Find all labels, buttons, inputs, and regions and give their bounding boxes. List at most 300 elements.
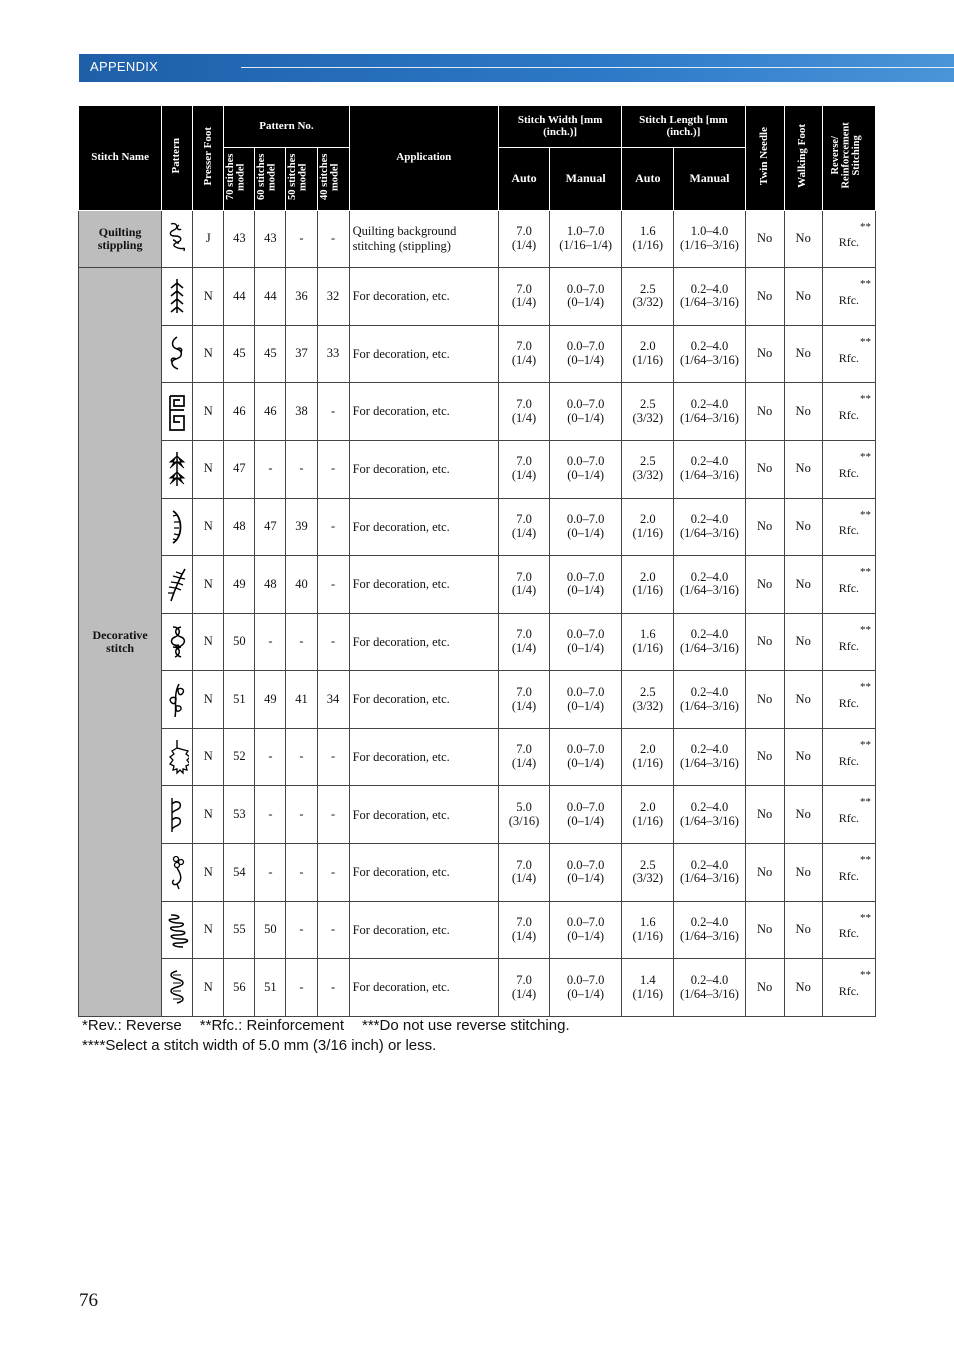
twin-needle-cell	[745, 498, 784, 556]
length-manual-inch: (1/16–3/16)	[679, 237, 739, 252]
pattern-no-50: -	[299, 922, 304, 937]
feather-stitch-icon	[165, 565, 189, 603]
walking-foot-cell	[784, 728, 822, 786]
presser-foot-cell	[193, 556, 224, 614]
pattern-no-70-cell	[224, 325, 255, 383]
section-label: APPENDIX	[90, 59, 159, 74]
header-walking-foot: Walking Foot	[784, 106, 822, 211]
length-manual-inch: (1/64–3/16)	[679, 525, 739, 540]
width-manual-inch: (0–1/4)	[567, 813, 605, 828]
length-manual-inch: (1/64–3/16)	[679, 353, 739, 368]
presser-foot-cell	[193, 728, 224, 786]
width-manual-inch: (0–1/4)	[567, 871, 605, 886]
stippling-stitch-icon	[165, 220, 189, 258]
length-manual-cell	[674, 440, 745, 498]
length-auto-mm: 2.0	[640, 339, 656, 354]
pattern-no-70: 49	[233, 576, 246, 591]
reverse-value: Rfc.	[838, 811, 860, 826]
length-manual-mm: 0.2–4.0	[690, 972, 729, 987]
width-auto-inch: (1/4)	[511, 410, 537, 425]
width-auto-cell	[498, 383, 549, 441]
reverse-mark: **	[860, 623, 871, 636]
application-cell	[349, 440, 498, 498]
twin-needle-cell	[745, 901, 784, 959]
application-text: For decoration, etc.	[352, 865, 450, 880]
pattern-no-40-cell	[317, 728, 349, 786]
walking-foot-value: No	[795, 979, 811, 994]
header-length-auto: Auto	[622, 148, 674, 211]
application-cell	[349, 901, 498, 959]
length-auto-mm: 1.6	[640, 224, 656, 239]
twin-needle-value: No	[756, 288, 773, 303]
length-manual-cell	[674, 268, 745, 326]
walking-foot-cell	[784, 325, 822, 383]
reverse-cell	[822, 728, 875, 786]
pattern-no-60: -	[268, 806, 273, 821]
length-auto-cell	[622, 671, 674, 729]
length-auto-cell	[622, 325, 674, 383]
flower-vine-stitch-icon	[165, 853, 189, 891]
pattern-no-60: -	[268, 461, 273, 476]
length-manual-cell	[674, 613, 745, 671]
length-manual-mm: 0.2–4.0	[690, 281, 729, 296]
presser-foot-value: N	[203, 461, 213, 476]
length-auto-mm: 1.6	[640, 915, 656, 930]
footnote-no-reverse: ***Do not use reverse stitching.	[362, 1017, 570, 1034]
leaf-vine-stitch-icon	[165, 681, 189, 719]
width-auto-inch: (1/4)	[511, 698, 537, 713]
pattern-no-40-cell	[317, 901, 349, 959]
walking-foot-value: No	[795, 691, 811, 706]
length-auto-inch: (3/32)	[632, 871, 664, 886]
pattern-no-70-cell	[224, 959, 255, 1017]
width-manual-inch: (0–1/4)	[567, 525, 605, 540]
width-auto-inch: (1/4)	[511, 756, 537, 771]
length-auto-cell	[622, 728, 674, 786]
reverse-mark: **	[860, 854, 871, 867]
reverse-mark: **	[860, 911, 871, 924]
width-manual-inch: (0–1/4)	[567, 641, 605, 655]
arrow-fern-stitch-icon	[165, 277, 189, 315]
twin-needle-value: No	[756, 634, 773, 649]
width-manual-mm: 0.0–7.0	[566, 857, 605, 872]
application-cell	[349, 844, 498, 902]
length-auto-mm: 2.5	[640, 281, 656, 296]
table-row	[79, 613, 876, 671]
presser-foot-cell	[193, 613, 224, 671]
width-manual-mm: 0.0–7.0	[566, 972, 605, 987]
width-manual-mm: 0.0–7.0	[566, 684, 605, 699]
pattern-no-60-cell	[255, 498, 286, 556]
pattern-no-60-cell	[255, 268, 286, 326]
reverse-cell	[822, 556, 875, 614]
walking-foot-value: No	[795, 461, 811, 476]
application-cell	[349, 383, 498, 441]
length-auto-mm: 2.5	[640, 857, 656, 872]
pattern-cell	[162, 959, 193, 1017]
width-auto-cell	[498, 325, 549, 383]
group-name-label: Quilting stippling	[97, 224, 143, 252]
pattern-no-60-cell	[255, 325, 286, 383]
width-auto-mm: 7.0	[516, 569, 532, 584]
pattern-no-50: 40	[295, 576, 308, 591]
width-auto-inch: (1/4)	[511, 295, 537, 310]
crescent-stitch-icon	[165, 508, 189, 546]
reverse-mark: **	[860, 796, 871, 809]
application-text: Quilting background stitching (stippling)	[352, 224, 457, 253]
header-application: Application	[349, 106, 498, 211]
length-manual-inch: (1/64–3/16)	[679, 928, 739, 943]
pattern-cell	[162, 556, 193, 614]
pattern-no-50-cell	[286, 268, 317, 326]
pattern-no-60: 46	[264, 403, 277, 418]
application-cell	[349, 556, 498, 614]
pattern-no-60: 44	[264, 288, 277, 303]
pattern-no-70: 43	[233, 230, 246, 245]
reverse-mark: **	[860, 335, 871, 348]
pattern-no-60: 45	[264, 346, 277, 361]
walking-foot-cell	[784, 844, 822, 902]
length-manual-cell	[674, 325, 745, 383]
twin-needle-value: No	[756, 346, 773, 361]
width-auto-mm: 7.0	[516, 742, 532, 757]
length-manual-mm: 0.2–4.0	[690, 339, 729, 354]
application-cell	[349, 210, 498, 268]
pattern-no-50-cell	[286, 556, 317, 614]
walking-foot-cell	[784, 613, 822, 671]
length-manual-cell	[674, 210, 745, 268]
reverse-value: Rfc.	[838, 696, 860, 711]
application-text: For decoration, etc.	[352, 577, 450, 592]
pattern-no-70-cell	[224, 728, 255, 786]
pattern-no-40-cell	[317, 786, 349, 844]
pattern-no-70-cell	[224, 210, 255, 268]
pattern-no-50-cell	[286, 440, 317, 498]
twin-needle-cell	[745, 325, 784, 383]
walking-foot-value: No	[795, 749, 811, 764]
pattern-no-50-cell	[286, 844, 317, 902]
stitch-table-body	[79, 210, 876, 1016]
footnote-line-1	[82, 1016, 570, 1036]
length-manual-inch: (1/64–3/16)	[679, 986, 739, 1001]
twin-needle-cell	[745, 959, 784, 1017]
leaf-satin-stitch-icon	[165, 450, 189, 488]
pattern-no-70-cell	[224, 671, 255, 729]
length-auto-inch: (3/32)	[632, 468, 664, 483]
header-twin-needle: Twin Needle	[745, 106, 784, 211]
width-auto-inch: (1/4)	[511, 353, 537, 368]
pattern-cell	[162, 325, 193, 383]
table-row	[79, 671, 876, 729]
width-manual-mm: 0.0–7.0	[566, 569, 605, 584]
pattern-no-60: 51	[264, 979, 277, 994]
width-auto-inch: (1/4)	[511, 468, 537, 483]
pattern-no-70: 46	[233, 403, 246, 418]
application-text: For decoration, etc.	[352, 807, 450, 822]
presser-foot-value: N	[203, 691, 213, 706]
width-manual-mm: 0.0–7.0	[566, 339, 605, 354]
width-manual-inch: (0–1/4)	[567, 986, 605, 1001]
pattern-no-70-cell	[224, 786, 255, 844]
reverse-mark: **	[860, 566, 871, 579]
length-manual-cell	[674, 671, 745, 729]
reverse-cell	[822, 210, 875, 268]
width-manual-cell	[550, 383, 622, 441]
pattern-cell	[162, 383, 193, 441]
application-text: For decoration, etc.	[352, 634, 450, 649]
table-row	[79, 901, 876, 959]
reverse-value: Rfc.	[838, 868, 860, 883]
twin-needle-value: No	[756, 922, 773, 937]
greek-key-stitch-icon	[165, 393, 189, 431]
application-text: For decoration, etc.	[352, 692, 450, 707]
width-auto-cell	[498, 268, 549, 326]
pattern-no-40-cell	[317, 959, 349, 1017]
pattern-no-50: -	[299, 979, 304, 994]
presser-foot-cell	[193, 901, 224, 959]
application-text: For decoration, etc.	[352, 289, 450, 304]
reverse-cell	[822, 671, 875, 729]
reverse-mark: **	[860, 220, 871, 233]
length-auto-inch: (1/16)	[632, 813, 664, 828]
length-auto-inch: (3/32)	[632, 698, 664, 713]
walking-foot-cell	[784, 383, 822, 441]
reverse-value: Rfc.	[838, 350, 860, 365]
header-stitch-name: Stitch Name	[79, 106, 162, 211]
walking-foot-cell	[784, 901, 822, 959]
width-auto-cell	[498, 901, 549, 959]
width-manual-cell	[550, 440, 622, 498]
presser-foot-value: N	[203, 634, 213, 649]
header-length-manual: Manual	[674, 148, 745, 211]
pattern-no-60: 50	[264, 922, 277, 937]
presser-foot-value: N	[203, 346, 213, 361]
walking-foot-value: No	[795, 346, 811, 361]
presser-foot-value: N	[203, 749, 213, 764]
application-text: For decoration, etc.	[352, 750, 450, 764]
length-auto-mm: 1.6	[640, 627, 656, 642]
twin-needle-value: No	[756, 518, 773, 533]
walking-foot-cell	[784, 498, 822, 556]
reverse-value: Rfc.	[838, 292, 860, 307]
header-model-60: 60 stitches model	[255, 148, 286, 211]
twin-needle-value: No	[756, 691, 773, 706]
pattern-no-70: 50	[233, 634, 246, 649]
reverse-cell	[822, 613, 875, 671]
table-row	[79, 440, 876, 498]
pattern-no-50-cell	[286, 671, 317, 729]
pattern-no-60: 43	[264, 230, 277, 245]
reverse-mark: **	[860, 278, 871, 291]
walking-foot-value: No	[795, 576, 811, 591]
reverse-value: Rfc.	[838, 523, 860, 538]
twin-needle-value: No	[756, 749, 773, 764]
pattern-no-50-cell	[286, 498, 317, 556]
pattern-no-40: -	[330, 461, 336, 476]
reverse-mark: **	[860, 508, 871, 521]
header-model-40: 40 stitches model	[317, 148, 349, 211]
length-auto-inch: (3/32)	[632, 295, 664, 310]
length-auto-inch: (1/16)	[632, 583, 664, 598]
pattern-no-70: 52	[233, 749, 246, 764]
application-cell	[349, 959, 498, 1017]
pattern-no-50-cell	[286, 728, 317, 786]
table-row	[79, 383, 876, 441]
length-auto-cell	[622, 268, 674, 326]
reverse-mark: **	[860, 969, 871, 982]
pattern-no-60: 48	[264, 576, 277, 591]
length-manual-cell	[674, 728, 745, 786]
walking-foot-cell	[784, 556, 822, 614]
twin-needle-cell	[745, 786, 784, 844]
width-auto-mm: 7.0	[516, 224, 532, 239]
length-manual-inch: (1/64–3/16)	[679, 698, 739, 713]
length-manual-mm: 0.2–4.0	[690, 512, 729, 527]
reverse-cell	[822, 440, 875, 498]
chain-loop-stitch-icon	[165, 623, 189, 661]
pattern-no-40: -	[330, 403, 336, 418]
presser-foot-cell	[193, 440, 224, 498]
pattern-no-60-cell	[255, 844, 286, 902]
pattern-no-70: 47	[233, 461, 246, 476]
walking-foot-value: No	[795, 922, 811, 937]
width-manual-inch: (0–1/4)	[567, 583, 605, 598]
width-auto-inch: (1/4)	[511, 237, 537, 252]
length-auto-cell	[622, 210, 674, 268]
walking-foot-value: No	[795, 806, 811, 821]
width-auto-inch: (1/4)	[511, 871, 537, 886]
length-auto-mm: 2.5	[640, 684, 656, 699]
pattern-no-50-cell	[286, 613, 317, 671]
pattern-no-40-cell	[317, 498, 349, 556]
reverse-value: Rfc.	[838, 753, 860, 768]
reverse-value: Rfc.	[838, 235, 860, 250]
pattern-cell	[162, 786, 193, 844]
pattern-no-60-cell	[255, 959, 286, 1017]
width-auto-cell	[498, 844, 549, 902]
length-manual-mm: 0.2–4.0	[690, 800, 729, 815]
width-manual-cell	[550, 671, 622, 729]
walking-foot-cell	[784, 268, 822, 326]
reverse-value: Rfc.	[838, 408, 860, 423]
twin-needle-cell	[745, 556, 784, 614]
pattern-no-60: -	[268, 749, 273, 764]
application-text: For decoration, etc.	[352, 922, 450, 937]
pattern-no-70-cell	[224, 901, 255, 959]
length-auto-cell	[622, 901, 674, 959]
length-auto-inch: (1/16)	[632, 641, 664, 655]
twin-needle-cell	[745, 440, 784, 498]
length-auto-mm: 2.0	[640, 800, 656, 815]
width-manual-inch: (0–1/4)	[567, 698, 605, 713]
length-manual-inch: (1/64–3/16)	[679, 813, 739, 828]
pattern-no-70: 51	[233, 691, 246, 706]
holly-leaf-stitch-icon	[165, 738, 189, 776]
length-auto-inch: (1/16)	[632, 986, 664, 1001]
pattern-no-40-cell	[317, 268, 349, 326]
presser-foot-value: N	[203, 864, 213, 879]
pattern-no-50-cell	[286, 210, 317, 268]
width-manual-cell	[550, 268, 622, 326]
reverse-cell	[822, 498, 875, 556]
pattern-cell	[162, 728, 193, 786]
footnote-line-2: ****Select a stitch width of 5.0 mm (3/16 inch) or less.	[82, 1037, 437, 1054]
presser-foot-cell	[193, 671, 224, 729]
pattern-no-50-cell	[286, 901, 317, 959]
reverse-cell	[822, 383, 875, 441]
application-cell	[349, 671, 498, 729]
pattern-no-60: -	[268, 634, 273, 649]
pattern-no-70-cell	[224, 556, 255, 614]
header-width-manual: Manual	[550, 148, 622, 211]
twin-needle-value: No	[756, 979, 773, 994]
header-stitch-length: Stitch Length [mm (inch.)]	[622, 106, 745, 148]
pattern-no-70: 53	[233, 806, 246, 821]
pattern-no-60-cell	[255, 786, 286, 844]
twin-needle-cell	[745, 613, 784, 671]
length-auto-inch: (1/16)	[632, 237, 664, 252]
reverse-mark: **	[860, 393, 871, 406]
presser-foot-cell	[193, 786, 224, 844]
width-manual-cell	[550, 844, 622, 902]
pattern-no-40: -	[330, 806, 336, 821]
length-auto-cell	[622, 786, 674, 844]
pattern-no-40-cell	[317, 671, 349, 729]
width-auto-inch: (1/4)	[511, 525, 537, 540]
pattern-no-60-cell	[255, 556, 286, 614]
width-auto-cell	[498, 498, 549, 556]
pattern-no-70: 54	[233, 864, 246, 879]
table-row	[79, 556, 876, 614]
application-cell	[349, 613, 498, 671]
application-text: For decoration, etc.	[352, 980, 450, 995]
twin-needle-cell	[745, 210, 784, 268]
length-auto-mm: 1.4	[640, 972, 656, 987]
pattern-no-40: -	[330, 749, 336, 764]
walking-foot-value: No	[795, 634, 811, 649]
pattern-no-40-cell	[317, 844, 349, 902]
length-auto-mm: 2.5	[640, 396, 656, 411]
walking-foot-cell	[784, 210, 822, 268]
presser-foot-cell	[193, 325, 224, 383]
application-cell	[349, 268, 498, 326]
presser-foot-cell	[193, 844, 224, 902]
pattern-no-50: -	[299, 634, 304, 649]
width-manual-cell	[550, 498, 622, 556]
header-presser-foot: Presser Foot	[193, 106, 224, 211]
reverse-cell	[822, 786, 875, 844]
width-manual-inch: (0–1/4)	[567, 756, 605, 771]
presser-foot-cell	[193, 210, 224, 268]
length-auto-inch: (1/16)	[632, 353, 664, 368]
reverse-cell	[822, 844, 875, 902]
length-manual-cell	[674, 383, 745, 441]
length-auto-mm: 2.5	[640, 454, 656, 469]
pattern-no-50-cell	[286, 786, 317, 844]
pattern-no-40: 32	[326, 288, 340, 303]
width-auto-cell	[498, 671, 549, 729]
pattern-no-70-cell	[224, 844, 255, 902]
pattern-no-70-cell	[224, 383, 255, 441]
pattern-no-40: -	[330, 979, 336, 994]
length-manual-mm: 0.2–4.0	[690, 569, 729, 584]
length-auto-cell	[622, 959, 674, 1017]
pattern-cell	[162, 268, 193, 326]
width-auto-inch: (1/4)	[511, 641, 537, 655]
pattern-no-40: -	[330, 864, 336, 879]
length-manual-mm: 0.2–4.0	[690, 915, 729, 930]
pattern-no-70-cell	[224, 268, 255, 326]
